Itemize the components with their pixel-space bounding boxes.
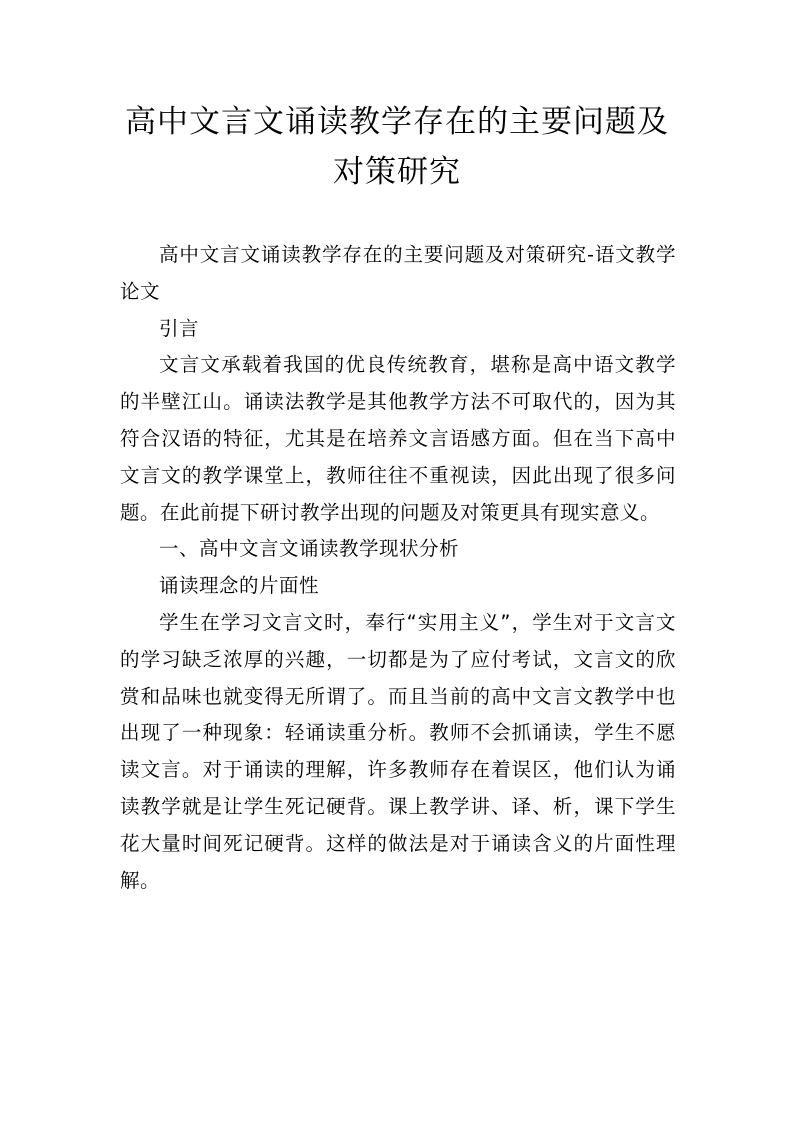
document-body	[120, 237, 676, 899]
title-line-1: 高中文言文诵读教学存在的主要问题及	[125, 104, 669, 140]
subsection-heading: 诵读理念的片面性	[159, 574, 320, 598]
section-heading-1: 一、高中文言文诵读教学现状分析	[159, 537, 460, 561]
section-heading-introduction: 引言	[159, 316, 200, 340]
subtitle-paragraph: 高中文言文诵读教学存在的主要问题及对策研究-语文教学论文	[120, 243, 676, 303]
document-title	[60, 97, 734, 197]
body-paragraph: 学生在学习文言文时，奉行“实用主义”，学生对于文言文的学习缺乏浓厚的兴趣，一切都是为了应付考试，文言文的欣赏和品味也就变得无所谓了。而且当前的高中文言文教学中也出现了一种现象：轻诵读重分析。教师不会抓诵读，学生不愿读文言。对于诵读的理解，许多教师存在着误区，他们认为诵读教学就是让学生死记硬背。课上教学讲、译、析，课下学生花大量时间死记硬背。这样的做法是对于诵读含义的片面性理解。	[120, 610, 676, 892]
intro-paragraph: 文言文承载着我国的优良传统教育，堪称是高中语文教学的半壁江山。诵读法教学是其他教学方法不可取代的，因为其符合汉语的特征，尤其是在培养文言语感方面。但在当下高中文言文的教学课堂上，教师往往不重视读，因此出现了很多问题。在此前提下研讨教学出现的问题及对策更具有现实意义。	[120, 353, 676, 524]
title-line-2: 对策研究	[333, 154, 461, 190]
